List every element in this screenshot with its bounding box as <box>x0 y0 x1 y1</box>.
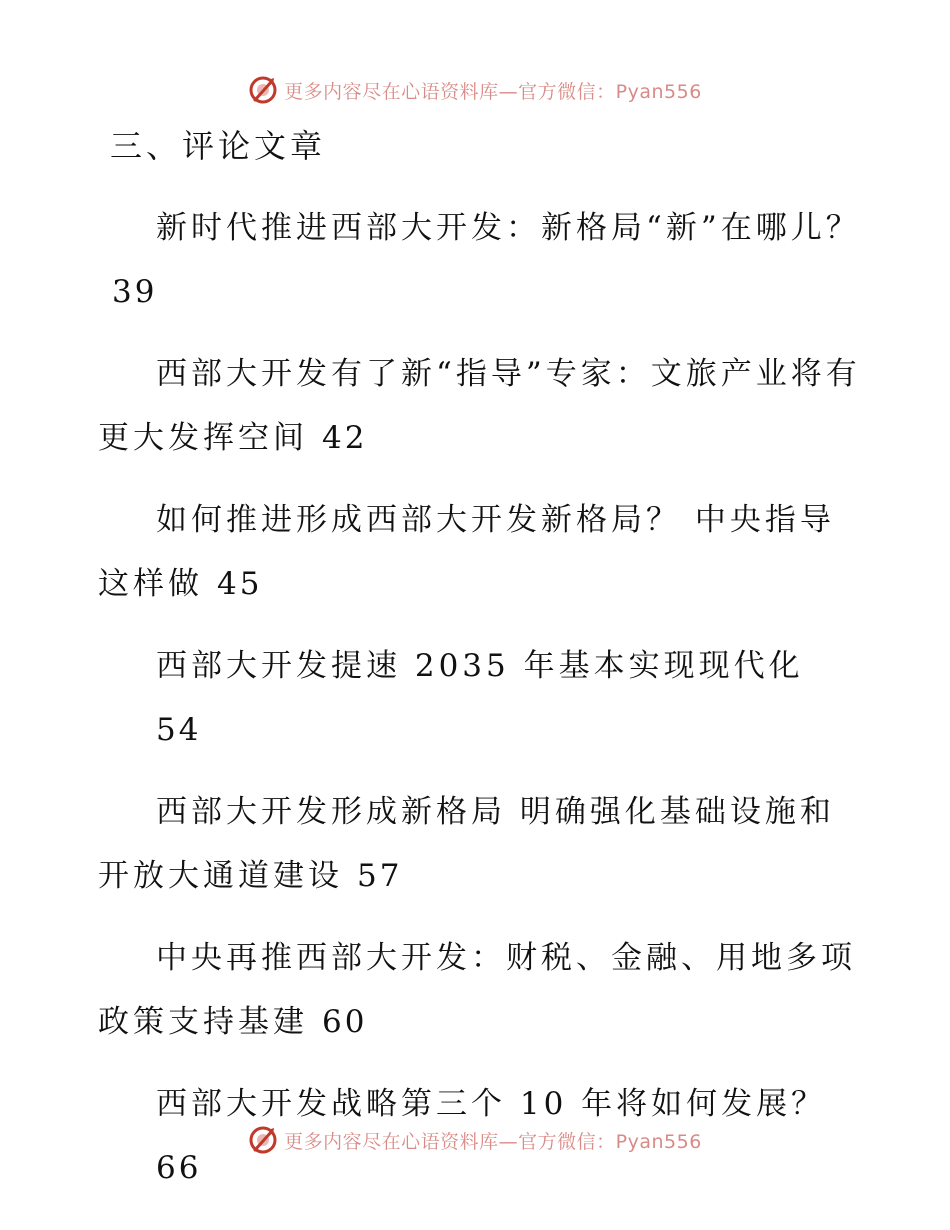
banner-text: 更多内容尽在心语资料库—官方微信：Pyan556 <box>284 80 702 103</box>
toc-entry-title: 中央再推西部大开发：财税、金融、用地多项政策支持基建 <box>98 940 856 1040</box>
toc-entry[interactable] <box>98 780 868 908</box>
toc-page-number: 45 <box>217 566 263 602</box>
section-title: 三、评论文章 <box>110 127 327 165</box>
banner-text: 更多内容尽在心语资料库—官方微信：Pyan556 <box>284 1130 702 1153</box>
brush-seal-logo-icon <box>248 1125 278 1155</box>
toc-entry[interactable] <box>98 342 868 470</box>
toc-entry[interactable] <box>98 196 868 324</box>
toc-page-number: 42 <box>322 420 368 456</box>
toc-entry-title: 新时代推进西部大开发：新格局“新”在哪儿？ <box>156 210 861 246</box>
toc-entry-title: 西部大开发战略第三个 10 年将如何发展？ <box>156 1086 827 1122</box>
toc-page-number: 54 <box>156 712 202 748</box>
toc-page-number: 60 <box>322 1004 368 1040</box>
footer-banner <box>0 1120 950 1160</box>
toc-list <box>98 196 868 1218</box>
toc-entry-title: 西部大开发提速 2035 年基本实现现代化 <box>156 648 804 684</box>
toc-entry-title: 西部大开发有了新“指导”专家：文旅产业将有更大发挥空间 <box>98 356 861 456</box>
toc-entry[interactable] <box>98 488 868 616</box>
toc-entry-title: 西部大开发形成新格局 明确强化基础设施和开放大通道建设 <box>98 794 835 894</box>
toc-entry[interactable] <box>98 926 868 1054</box>
brush-seal-logo-icon <box>248 75 278 105</box>
toc-page-number: 66 <box>156 1150 202 1186</box>
toc-page-number: 39 <box>112 274 158 310</box>
toc-page-number: 57 <box>357 858 403 894</box>
header-banner <box>0 70 950 110</box>
toc-entry-title: 如何推进形成西部大开发新格局？ 中央指导这样做 <box>98 502 835 602</box>
toc-entry[interactable] <box>98 634 868 762</box>
